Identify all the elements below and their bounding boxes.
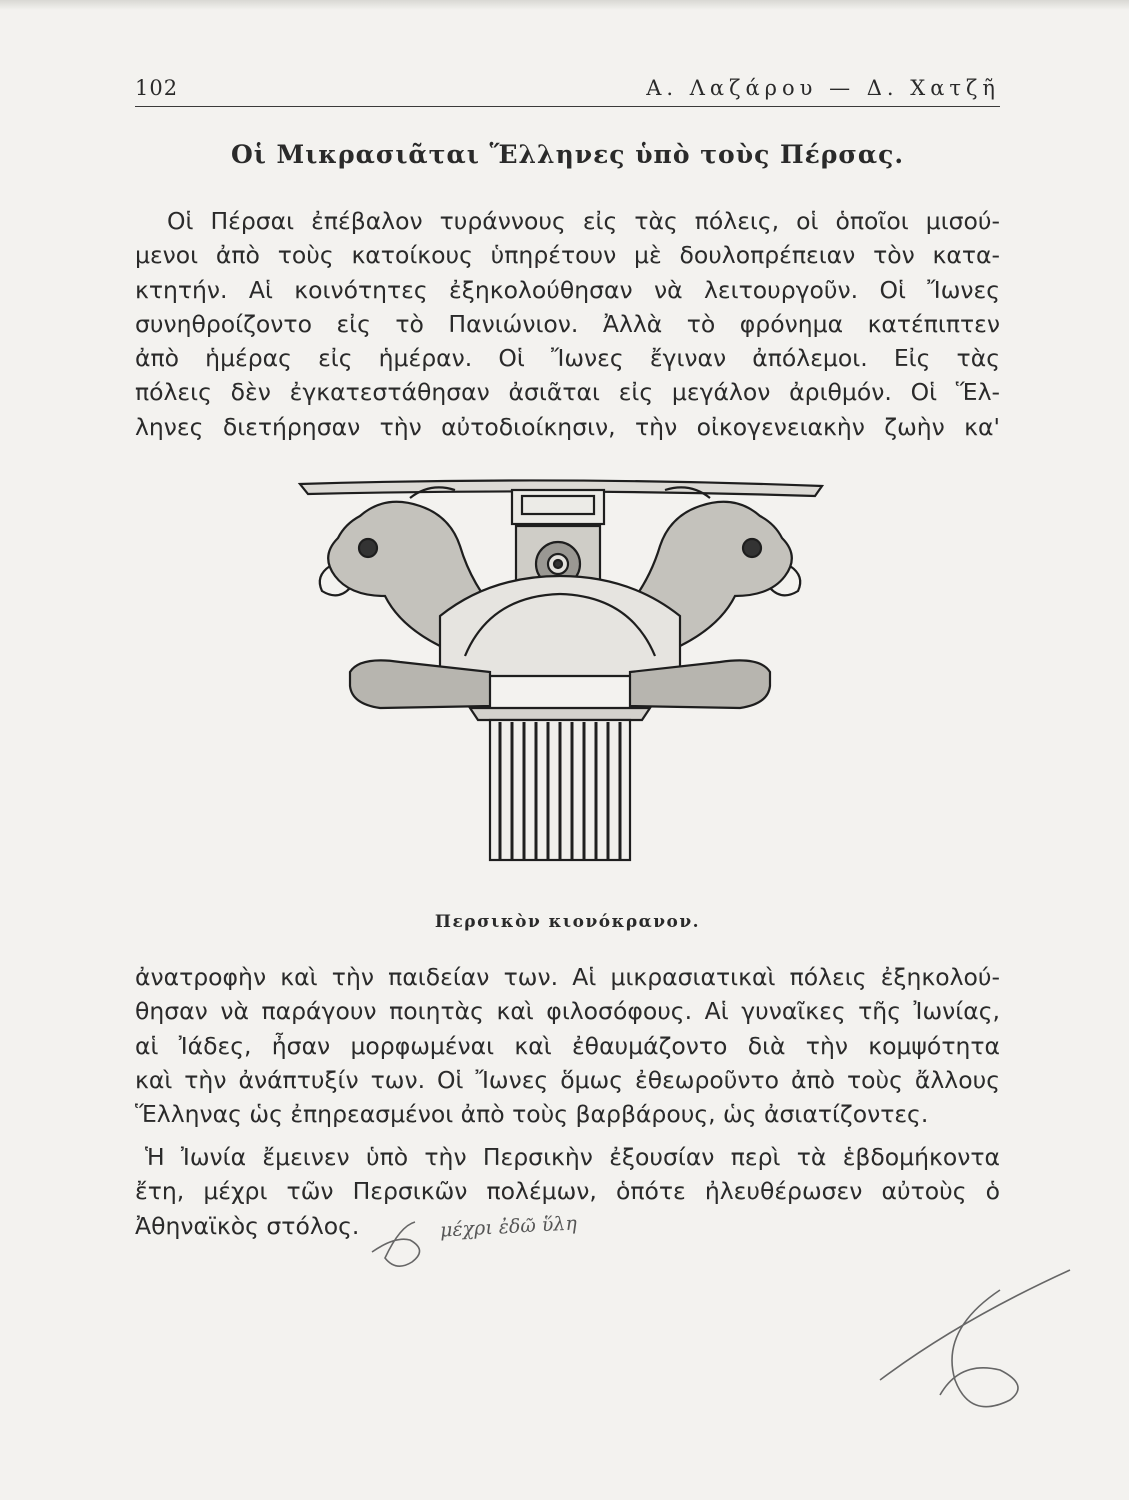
text-line: καὶ τὴν ἀνάπτυξίν των. Οἱ Ἴωνες ὅμως ἐθεωροῦντο ἀπὸ τοὺς ἄλλους (135, 1065, 1000, 1094)
text-line: συνηθροίζοντο εἰς τὸ Πανιώνιον. Ἀλλὰ τὸ φρόνημα κατέπιπτεν (135, 309, 1000, 338)
text-line: ἀπὸ ἡμέρας εἰς ἡμέραν. Οἱ Ἴωνες ἔγιναν ἀπόλεμοι. Εἰς τὰς (135, 344, 1000, 373)
text-line: Ἡ Ἰωνία ἔμεινεν ὑπὸ τὴν Περσικὴν ἐξουσίαν περὶ τὰ ἑβδομήκοντα (145, 1143, 1000, 1171)
text-line: ἀνατροφὴν καὶ τὴν παιδείαν των. Αἱ μικρασιατικαὶ πόλεις ἐξηκολού- (135, 963, 1000, 991)
text-line: Οἱ Πέρσαι ἐπέβαλον τυράννους εἰς τὰς πόλεις, οἱ ὁποῖοι μισού- (167, 207, 1000, 235)
text-line: ἔτη, μέχρι τῶν Περσικῶν πολέμων, ὁπότε ἠλευθέρωσεν αὐτοὺς ὁ (135, 1177, 1000, 1206)
text-line: Ἀθηναϊκὸς στόλος. (135, 1211, 360, 1240)
text-line: κτητήν. Αἱ κοινότητες ἐξηκολούθησαν νὰ λειτουργοῦν. Οἱ Ἴωνες (135, 275, 1000, 304)
figure-caption: Περσικὸν κιονόκρανον. (434, 912, 701, 932)
handwritten-note: μέχρι ἐδῶ ὕλη (439, 1212, 578, 1242)
text-line: αἱ Ἰάδες, ἦσαν μορφωμέναι καὶ ἐθαυμάζοντο διὰ τὴν κομψότητα (135, 1031, 1000, 1060)
text-line: μενοι ἀπὸ τοὺς κατοίκους ὑπηρέτουν μὲ δουλοπρέπειαν τὸν κατα- (135, 241, 1000, 270)
section-title: Οἱ Μικρασιᾶται Ἕλληνες ὑπὸ τοὺς Πέρσας. (230, 140, 905, 169)
text-line: πόλεις δὲν ἐγκατεστάθησαν ἀσιᾶται εἰς μεγάλον ἀριθμόν. Οἱ Ἕλ- (135, 378, 1000, 407)
text-line: ληνες διετήρησαν τὴν αὐτοδιοίκησιν, τὴν οἰκογενειακὴν ζωὴν κα' (135, 412, 1000, 441)
page-number: 102 (135, 76, 179, 100)
text-line: θησαν νὰ παράγουν ποιητὰς καὶ φιλοσόφους. Αἱ γυναῖκες τῆς Ἰωνίας, (135, 997, 1000, 1026)
text-line: Ἕλληνας ὡς ἐπηρεασμένοι ἀπὸ τοὺς βαρβάρους, ὡς ἀσιατίζοντες. (135, 1100, 929, 1129)
running-head: Α. Λαζάρου — Δ. Χατζῆ (646, 76, 1000, 100)
